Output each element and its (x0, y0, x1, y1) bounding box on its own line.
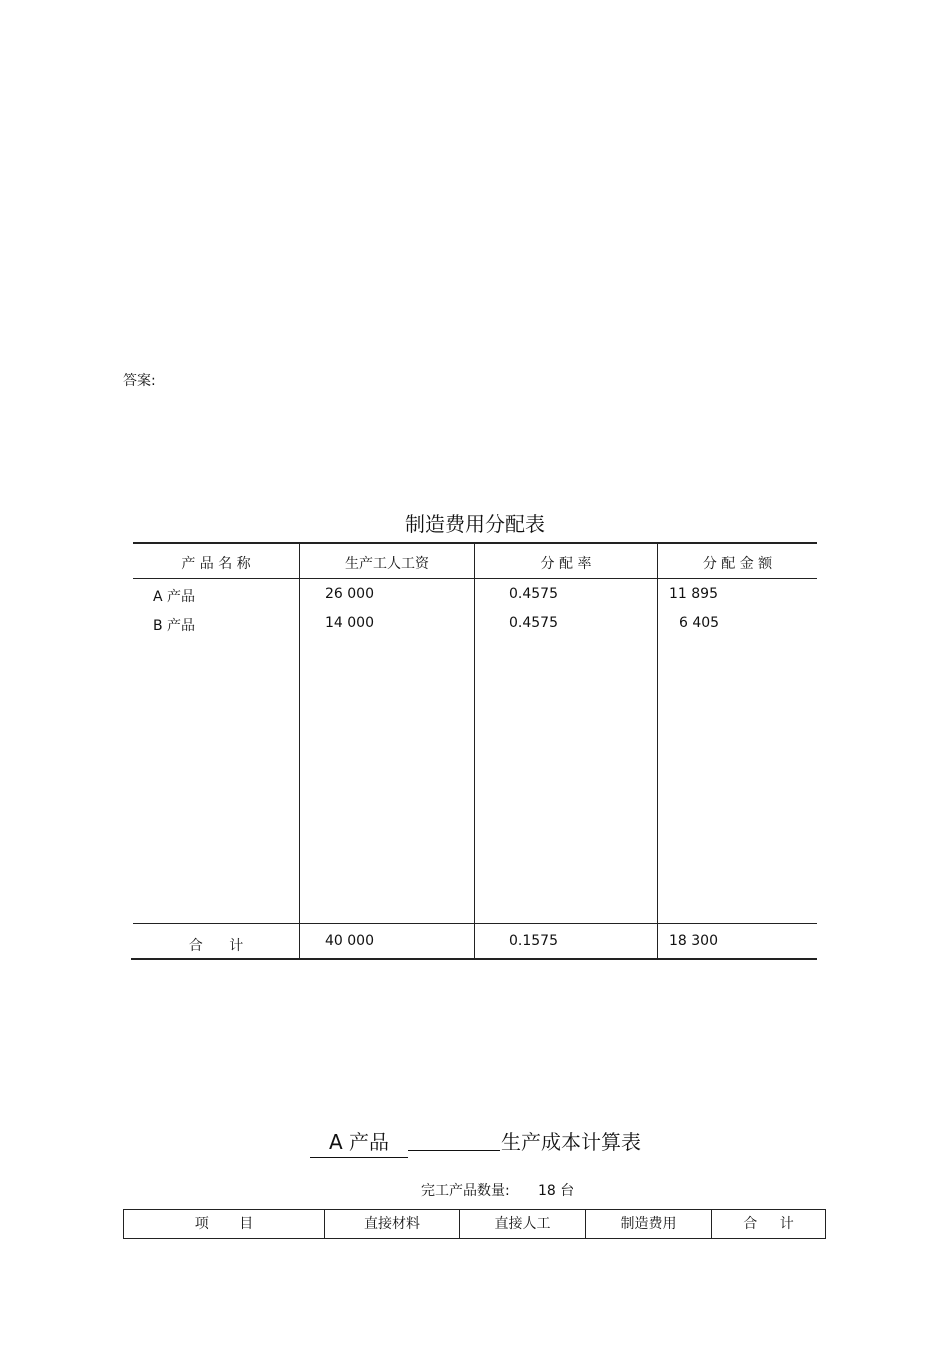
column-divider (299, 542, 300, 960)
total-wages: 40 000 (325, 933, 374, 949)
row-b-rate: 0.4575 (509, 615, 558, 631)
quantity-label: 完工产品数量: (421, 1183, 510, 1199)
row-a-amount: 11 895 (669, 586, 718, 602)
table-header-divider (133, 578, 817, 579)
cost-table-product-name: A 产品 (310, 1126, 408, 1158)
row-b-product: B 产品 (153, 618, 196, 634)
row-a-rate: 0.4575 (509, 586, 558, 602)
row-b-amount: 6 405 (679, 615, 720, 631)
quantity-value: 18 台 (538, 1183, 575, 1199)
row-b-wages: 14 000 (325, 615, 374, 631)
allocation-table (131, 542, 817, 960)
total-amount: 18 300 (669, 933, 718, 949)
cost-header-total: 合 计 (743, 1216, 794, 1232)
total-label: 合 计 (188, 938, 244, 954)
column-divider (474, 542, 475, 960)
table-total-divider (133, 923, 817, 924)
allocation-table-title: 制造费用分配表 (405, 512, 545, 536)
answer-label: 答案: (123, 373, 156, 389)
cost-header-item: 项 目 (124, 1210, 325, 1238)
cost-table-title (0, 1126, 950, 1156)
header-amount: 分 配 金 额 (702, 556, 773, 572)
cost-header-direct-materials: 直接材料 (325, 1210, 460, 1238)
header-wages: 生产工人工资 (345, 556, 429, 572)
cost-table (123, 1209, 826, 1239)
cost-header-overhead: 制造费用 (586, 1210, 712, 1238)
header-rate: 分 配 率 (540, 556, 592, 572)
header-product-name: 产 品 名 称 (181, 556, 251, 572)
row-a-product: A 产品 (153, 589, 196, 605)
row-a-wages: 26 000 (325, 586, 374, 602)
table-border-top (133, 542, 817, 544)
total-rate: 0.1575 (509, 933, 558, 949)
cost-header-direct-labor: 直接人工 (460, 1210, 586, 1238)
cost-table-title-underline (408, 1126, 500, 1151)
cost-table-title-text: 生产成本计算表 (501, 1130, 641, 1154)
column-divider (657, 542, 658, 960)
